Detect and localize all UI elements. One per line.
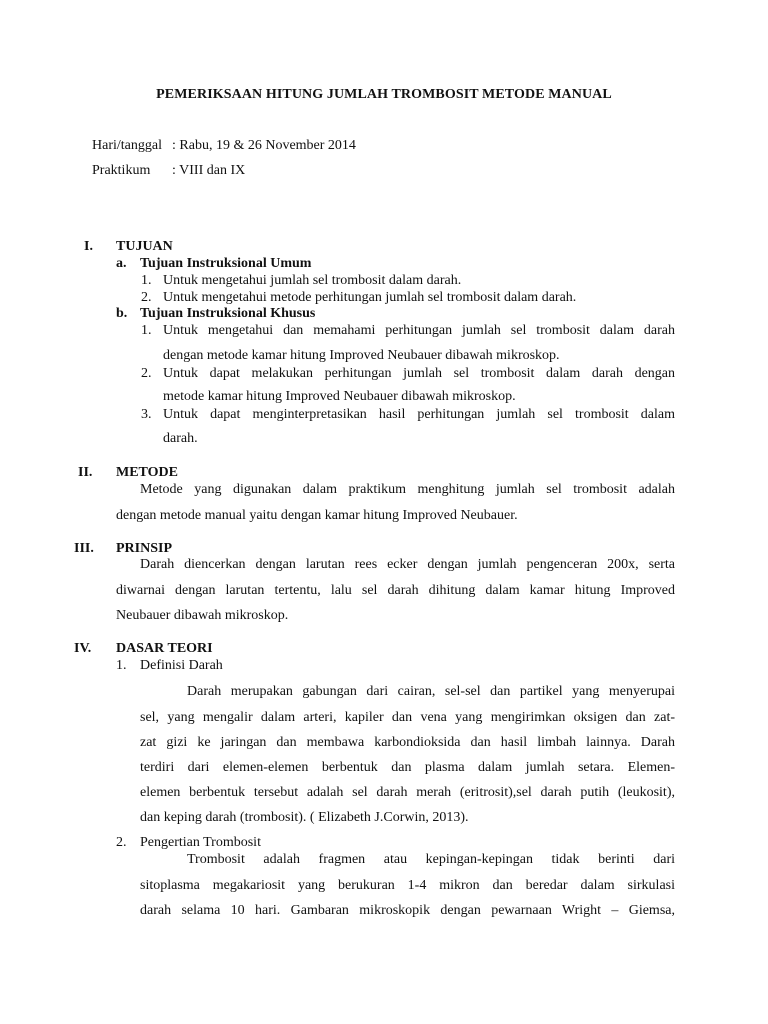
list-item: Untuk mengetahui metode perhitungan jumlah sel trombosit dalam darah.: [163, 290, 577, 305]
list-item-line: Untuk dapat melakukan perhitungan jumlah sel trombosit dalam darah dengan: [163, 366, 675, 381]
subsection-title: Definisi Darah: [140, 658, 223, 673]
list-number: 3.: [141, 407, 152, 422]
paragraph-line: sitoplasma megakariosit yang berukuran 1-4 mikron dan beredar dalam sirkulasi: [140, 878, 675, 893]
paragraph-line: diwarnai dengan larutan tertentu, lalu sel darah dihitung dalam kamar hitung Improved: [116, 583, 675, 598]
list-number: 2.: [141, 366, 152, 381]
paragraph-line: Neubauer dibawah mikroskop.: [116, 608, 289, 623]
paragraph-line: sel, yang mengalir dalam arteri, kapiler dan vena yang mengirimkan oksigen dan zat-: [140, 710, 675, 725]
section-heading-prinsip: PRINSIP: [116, 541, 173, 556]
paragraph-line: dengan metode manual yaitu dengan kamar hitung Improved Neubauer.: [116, 508, 518, 523]
section-heading-dasar-teori: DASAR TEORI: [116, 641, 213, 656]
subsection-title: Pengertian Trombosit: [140, 835, 261, 850]
date-value: : Rabu, 19 & 26 November 2014: [172, 138, 356, 153]
section-heading-metode: METODE: [116, 465, 178, 480]
section-heading-tujuan: TUJUAN: [116, 239, 173, 254]
paragraph-line: terdiri dari elemen-elemen berbentuk dan plasma dalam jumlah setara. Elemen-: [140, 760, 675, 775]
practicum-value: : VIII dan IX: [172, 163, 246, 178]
section-number: IV.: [74, 641, 92, 656]
subsection-marker: b.: [116, 306, 128, 321]
paragraph-line: elemen berbentuk tersebut adalah sel darah merah (eritrosit),sel darah putih (leukosit),: [140, 785, 675, 800]
paragraph-line: dan keping darah (trombosit). ( Elizabeth J.Corwin, 2013).: [140, 810, 469, 825]
document-title: PEMERIKSAAN HITUNG JUMLAH TROMBOSIT METODE MANUAL: [156, 87, 612, 102]
list-number: 1.: [141, 323, 152, 338]
list-item: Untuk mengetahui jumlah sel trombosit dalam darah.: [163, 273, 462, 288]
list-item-line: dengan metode kamar hitung Improved Neubauer dibawah mikroskop.: [163, 348, 560, 363]
paragraph-line: Darah diencerkan dengan larutan rees ecker dengan jumlah pengenceran 200x, serta: [140, 557, 675, 572]
subsection-title: Tujuan Instruksional Umum: [140, 256, 312, 271]
list-number: 2.: [116, 835, 127, 850]
list-item-line: Untuk dapat menginterpretasikan hasil perhitungan jumlah sel trombosit dalam: [163, 407, 675, 422]
practicum-label: Praktikum: [92, 163, 151, 178]
list-item-line: darah.: [163, 431, 198, 446]
paragraph-line: Metode yang digunakan dalam praktikum menghitung jumlah sel trombosit adalah: [140, 482, 675, 497]
section-number: III.: [74, 541, 94, 556]
list-number: 2.: [141, 290, 152, 305]
paragraph-line: zat gizi ke jaringan dan membawa karbondioksida dan hasil limbah lainnya. Darah: [140, 735, 675, 750]
subsection-marker: a.: [116, 256, 127, 271]
date-label: Hari/tanggal: [92, 138, 162, 153]
list-number: 1.: [141, 273, 152, 288]
section-number: II.: [78, 465, 93, 480]
list-item-line: Untuk mengetahui dan memahami perhitungan jumlah sel trombosit dalam darah: [163, 323, 675, 338]
paragraph-line: Trombosit adalah fragmen atau kepingan-kepingan tidak berinti dari: [187, 852, 675, 867]
paragraph-line: Darah merupakan gabungan dari cairan, sel-sel dan partikel yang menyerupai: [187, 684, 675, 699]
subsection-title: Tujuan Instruksional Khusus: [140, 306, 316, 321]
paragraph-line: darah selama 10 hari. Gambaran mikroskopik dengan pewarnaan Wright – Giemsa,: [140, 903, 675, 918]
list-item-line: metode kamar hitung Improved Neubauer dibawah mikroskop.: [163, 389, 516, 404]
section-number: I.: [84, 239, 93, 254]
list-number: 1.: [116, 658, 127, 673]
